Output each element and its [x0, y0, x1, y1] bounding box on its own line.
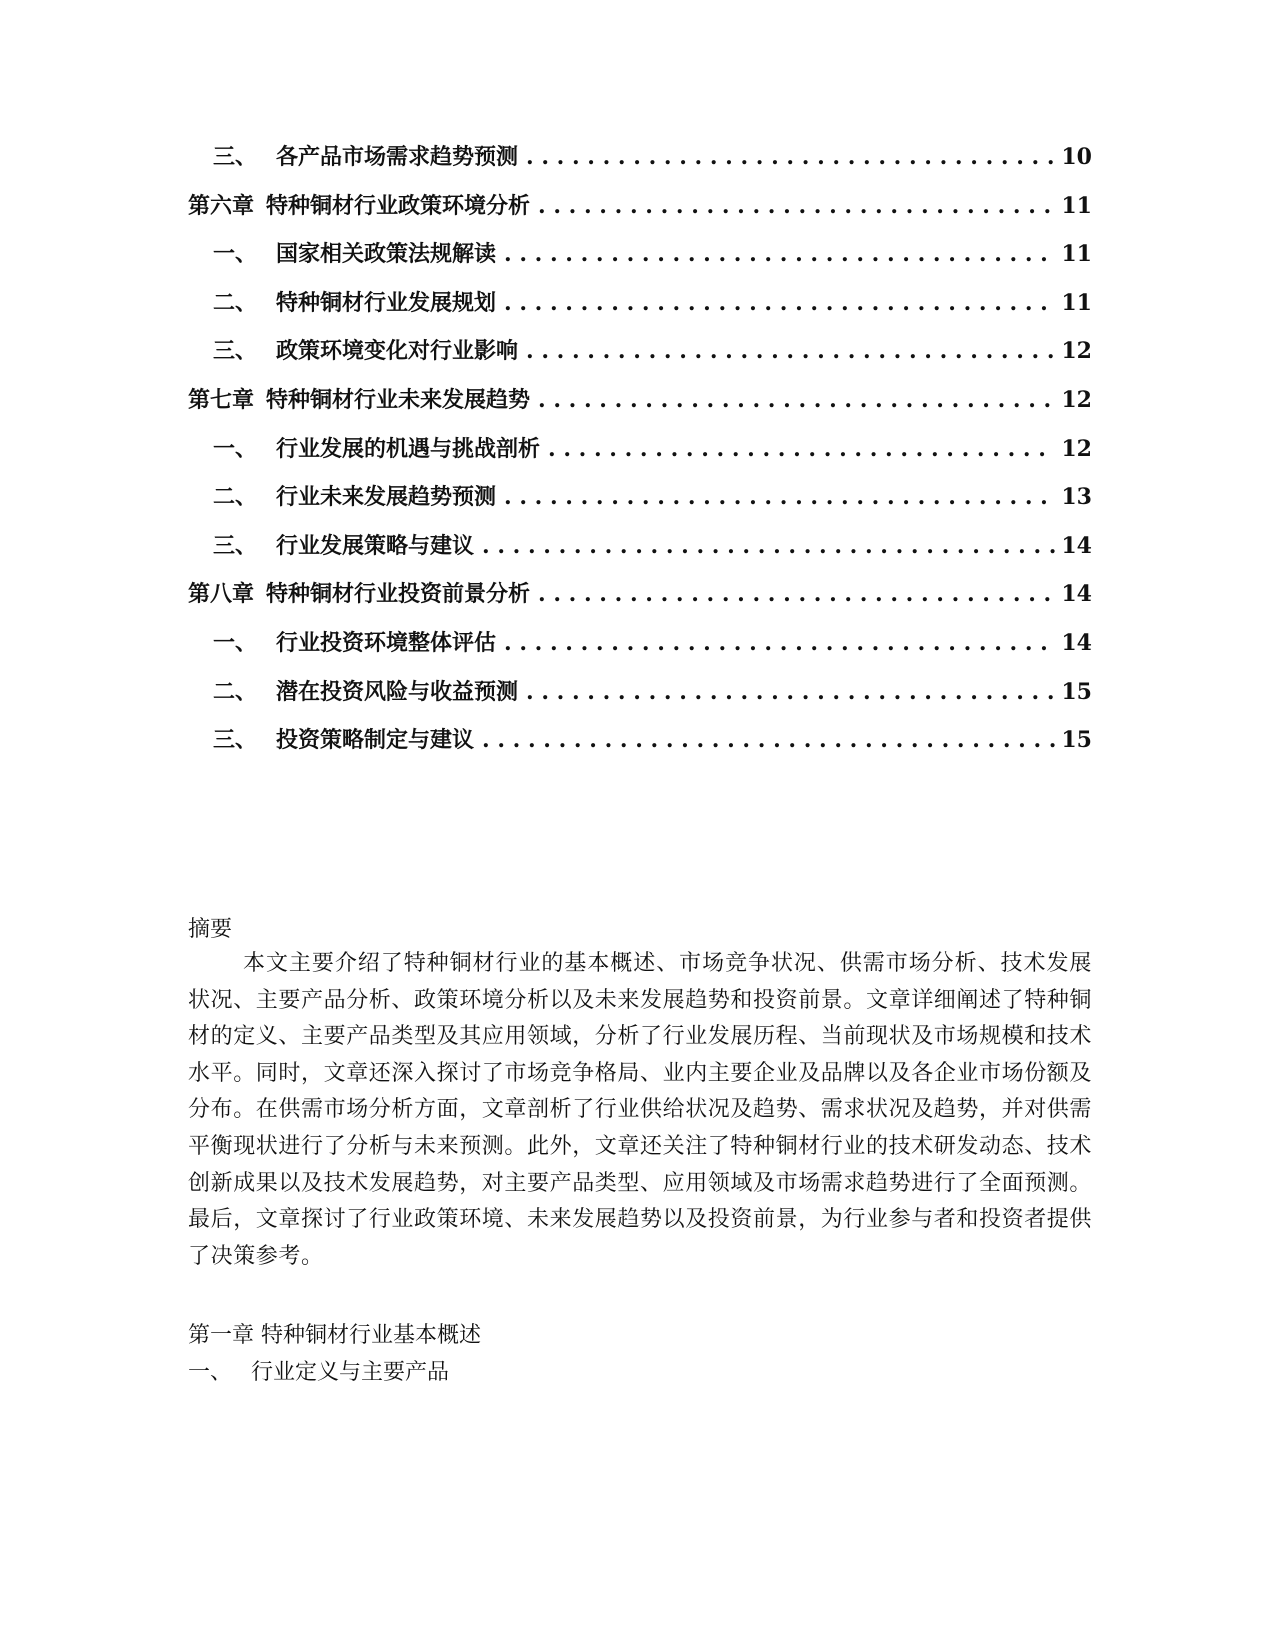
toc-entry-number: 二、 [213, 289, 258, 316]
toc-entry-number: 三、 [213, 338, 258, 365]
toc-entry-title: 特种铜材行业投资前景分析 [266, 581, 531, 608]
toc-dot-leader [538, 193, 1055, 219]
toc-dot-leader [526, 679, 1055, 705]
toc-entry-number: 三、 [213, 144, 258, 170]
toc-section-entry[interactable] [188, 480, 1092, 529]
toc-chapter-entry[interactable] [188, 383, 1092, 432]
toc-entry-title: 国家相关政策法规解读 [276, 241, 497, 268]
toc-dot-leader [548, 436, 1055, 462]
toc-entry-number: 二、 [213, 678, 258, 705]
toc-page-number: 15 [1061, 678, 1092, 705]
toc-section-entry[interactable] [188, 723, 1092, 772]
toc-section-entry[interactable] [188, 286, 1092, 335]
table-of-contents [188, 140, 1092, 772]
toc-chapter-entry[interactable] [188, 189, 1092, 238]
toc-chapter-entry[interactable] [188, 577, 1092, 626]
toc-page-number: 11 [1061, 241, 1092, 268]
toc-entry-number: 第七章 [188, 386, 255, 413]
toc-section-entry[interactable] [188, 432, 1092, 481]
toc-entry-number: 一、 [213, 629, 258, 656]
toc-entry-title: 各产品市场需求趋势预测 [276, 144, 519, 170]
toc-entry-title: 投资策略制定与建议 [276, 727, 475, 754]
toc-entry-number: 二、 [213, 484, 258, 511]
toc-dot-leader [482, 727, 1055, 753]
toc-page-number: 12 [1061, 386, 1092, 413]
toc-dot-leader [526, 144, 1055, 170]
section-number: 一、 [188, 1360, 233, 1385]
toc-entry-title: 行业发展策略与建议 [276, 532, 475, 559]
toc-entry-number: 三、 [213, 532, 258, 559]
toc-dot-leader [504, 630, 1055, 656]
toc-page-number: 14 [1061, 532, 1092, 559]
toc-page-number: 12 [1061, 338, 1092, 365]
toc-entry-title: 政策环境变化对行业影响 [276, 338, 519, 365]
toc-entry-number: 一、 [213, 241, 258, 268]
toc-entry-title: 行业发展的机遇与挑战剖析 [276, 435, 541, 462]
toc-section-entry[interactable] [188, 334, 1092, 383]
toc-dot-leader [504, 290, 1055, 316]
toc-dot-leader [526, 338, 1055, 364]
toc-section-entry[interactable] [188, 529, 1092, 578]
toc-page-number: 14 [1061, 629, 1092, 656]
toc-dot-leader [482, 533, 1055, 559]
toc-page-number: 15 [1061, 727, 1092, 754]
toc-entry-number: 第六章 [188, 192, 255, 219]
toc-entry-title: 行业未来发展趋势预测 [276, 484, 497, 511]
chapter-one-heading: 第一章 特种铜材行业基本概述 [188, 1323, 481, 1348]
toc-dot-leader [538, 581, 1055, 607]
toc-entry-number: 一、 [213, 435, 258, 462]
toc-section-entry[interactable] [188, 675, 1092, 724]
toc-entry-title: 特种铜材行业政策环境分析 [266, 192, 531, 219]
abstract-body: 本文主要介绍了特种铜材行业的基本概述、市场竞争状况、供需市场分析、技术发展状况、主要产品分析、政策环境分析以及未来发展趋势和投资前景。文章详细阐述了特种铜材的定义、主要产品类型及其应用领域，分析了行业发展历程、当前现状及市场规模和技术水平。同时，文章还深入探讨了市场竞争格局、业内主要企业及品牌以及各企业市场份额及分布。在供需市场分析方面，文章剖析了行业供给状况及趋势、需求状况及趋势，并对供需平衡现状进行了分析与未来预测。此外，文章还关注了特种铜材行业的技术研发动态、技术创新成果以及技术发展趋势，对主要产品类型、应用领域及市场需求趋势进行了全面预测。最后，文章探讨了行业政策环境、未来发展趋势以及投资前景，为行业参与者和投资者提供了决策参考。 [188, 951, 1093, 1269]
toc-page-number: 11 [1061, 192, 1092, 219]
toc-section-entry[interactable] [188, 140, 1092, 189]
toc-section-entry[interactable] [188, 626, 1092, 675]
section-title: 行业定义与主要产品 [251, 1360, 450, 1385]
toc-entry-title: 行业投资环境整体评估 [276, 629, 497, 656]
toc-page-number: 11 [1061, 289, 1092, 316]
toc-entry-title: 特种铜材行业未来发展趋势 [266, 386, 531, 413]
toc-page-number: 12 [1061, 435, 1092, 462]
toc-dot-leader [538, 387, 1055, 413]
toc-dot-leader [504, 241, 1055, 267]
toc-page-number: 13 [1061, 484, 1092, 511]
toc-entry-number: 第八章 [188, 581, 255, 608]
toc-page-number: 10 [1061, 144, 1092, 170]
section-one-heading [188, 1355, 449, 1386]
toc-entry-number: 三、 [213, 727, 258, 754]
toc-dot-leader [504, 484, 1055, 510]
toc-entry-title: 特种铜材行业发展规划 [276, 289, 497, 316]
toc-page-number: 14 [1061, 581, 1092, 608]
toc-section-entry[interactable] [188, 237, 1092, 286]
abstract-heading: 摘要 [188, 917, 233, 942]
toc-entry-title: 潜在投资风险与收益预测 [276, 678, 519, 705]
